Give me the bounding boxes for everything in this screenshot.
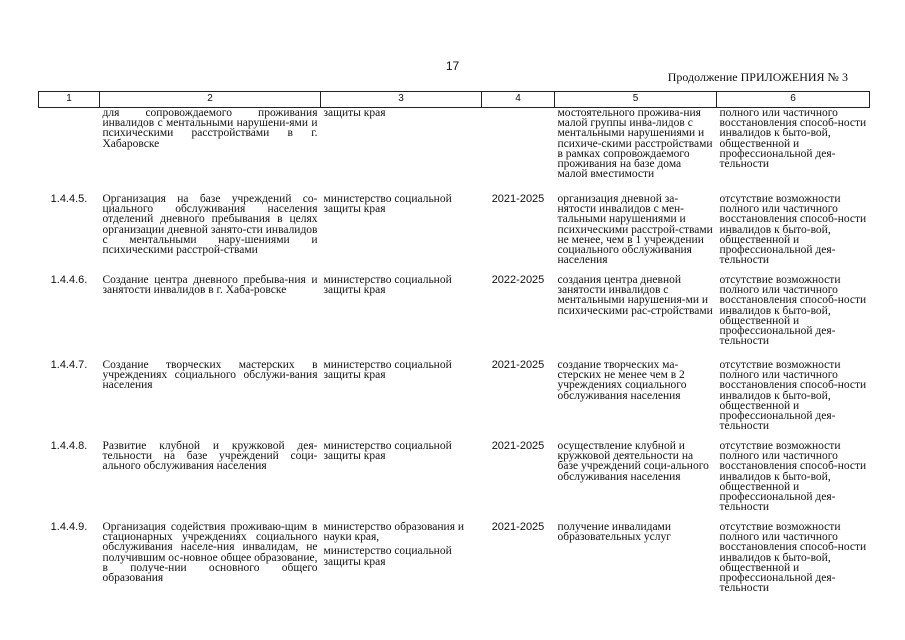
consequence: отсутствие возможности полного или частичного восстановления способ-ности инвалидов к быто-вой, общественной и профессиональной дея-тельности xyxy=(719,274,867,348)
table-row xyxy=(39,273,870,357)
column-header-5: 5 xyxy=(555,92,717,108)
column-header-1: 1 xyxy=(39,92,100,108)
consequence: полного или частичного восстановления способ-ности инвалидов к быто-вой, общественной и профессиональной дея-тельности xyxy=(719,107,867,171)
measure-name: Организация содействия проживаю-щим в стационарных учреждениях социального обслуживания населе-ния инвалидам, не получившим ос-новное общее образование, в получе-нии основного общего образования xyxy=(102,521,318,585)
table-row xyxy=(39,191,870,273)
executor xyxy=(321,357,482,437)
consequence: отсутствие возможности полного или частичного восстановления способ-ности инвалидов к быто-вой, общественной и профессиональной дея-тельности xyxy=(719,193,867,267)
executor-line: министерство социальной защиты края xyxy=(323,274,452,297)
consequence: отсутствие возможности полного или частичного восстановления способ-ности инвалидов к быто-вой, общественной и профессиональной дея-тельности xyxy=(719,359,867,433)
table-row xyxy=(39,437,870,518)
table-row xyxy=(39,357,870,437)
column-header-6: 6 xyxy=(717,92,870,108)
executor-line: министерство социальной защиты края xyxy=(323,359,452,382)
column-header-3: 3 xyxy=(321,92,482,108)
column-number-row xyxy=(39,92,870,108)
period: 2021-2025 xyxy=(491,440,545,452)
expected-result: получение инвалидами образовательных услуг xyxy=(557,521,671,544)
item-number: 1.4.4.9. xyxy=(50,521,88,533)
continuation-heading: Продолжение ПРИЛОЖЕНИЯ № 3 xyxy=(667,70,848,84)
item-number xyxy=(39,108,100,192)
executor xyxy=(321,273,482,357)
executor-line: защиты края xyxy=(323,107,386,119)
table-row xyxy=(39,108,870,192)
expected-result: создание творческих ма-стерских не менее чем в 2 учреждениях социального обслуживания населения xyxy=(557,359,687,402)
expected-result: организация дневной за-нятости инвалидов с мен-тальными нарушениями и психическими расстрой-ствами не менее, чем в 1 учреждении социального обслуживания населения xyxy=(557,193,713,267)
measures-table xyxy=(38,91,870,602)
item-number: 1.4.4.5. xyxy=(50,193,88,205)
item-number: 1.4.4.7. xyxy=(50,359,88,371)
consequence: отсутствие возможности полного или частичного восстановления способ-ности инвалидов к быто-вой, общественной и профессиональной дея-тельности xyxy=(719,521,867,595)
executor xyxy=(321,108,482,192)
column-header-2: 2 xyxy=(100,92,321,108)
period: 2021-2025 xyxy=(491,359,545,371)
executor-line: министерство социальной защиты края xyxy=(323,193,452,216)
page-number: 17 xyxy=(445,59,460,73)
period: 2021-2025 xyxy=(491,193,545,205)
expected-result: создания центра дневной занятости инвалидов с ментальными нарушения-ми и психическими рас-стройствами xyxy=(557,274,713,317)
period: 2021-2025 xyxy=(491,521,545,533)
executor-line: министерство образования и науки края, xyxy=(323,521,465,544)
period xyxy=(482,108,555,192)
consequence: отсутствие возможности полного или частичного восстановления способ-ности инвалидов к быто-вой, общественной и профессиональной дея-тельности xyxy=(719,440,867,514)
expected-result: мостоятельного прожива-ния малой группы инва-лидов с ментальными нарушениями и психиче-скими расстройствами в рамках сопровождаемого проживания на базе дома малой вместимости xyxy=(557,107,713,181)
table-row xyxy=(39,518,870,602)
executor xyxy=(321,191,482,273)
measure-name: Развитие клубной и кружковой дея-тельности на базе учреждений соци-ального обслуживания населения xyxy=(102,440,318,473)
executor-line: министерство социальной защиты края xyxy=(323,545,452,568)
expected-result: осуществление клубной и кружковой деятельности на базе учреждений соци-ального обслуживания населения xyxy=(557,440,709,483)
measure-name: Организация на базе учреждений со-циального обслуживания населения отделений дневного пребывания в целях организации дневной занято-сти инвалидов с ментальными нару-шениями и психическими расстрой-ствами xyxy=(102,193,318,257)
measure-name: Создание творческих мастерских в учреждениях социального обслужи-вания населения xyxy=(102,359,318,392)
period: 2022-2025 xyxy=(491,274,545,286)
item-number: 1.4.4.6. xyxy=(50,274,88,286)
executor xyxy=(321,437,482,518)
executor-line: министерство социальной защиты края xyxy=(323,440,452,463)
measure-name: Создание центра дневного пребыва-ния и занятости инвалидов в г. Хаба-ровске xyxy=(102,274,318,297)
measure-name: для сопровождаемого проживания инвалидов с ментальными нарушени-ями и психическими расстройствами в г. Хабаровске xyxy=(102,107,318,150)
item-number: 1.4.4.8. xyxy=(50,440,88,452)
executor xyxy=(321,518,482,602)
column-header-4: 4 xyxy=(482,92,555,108)
